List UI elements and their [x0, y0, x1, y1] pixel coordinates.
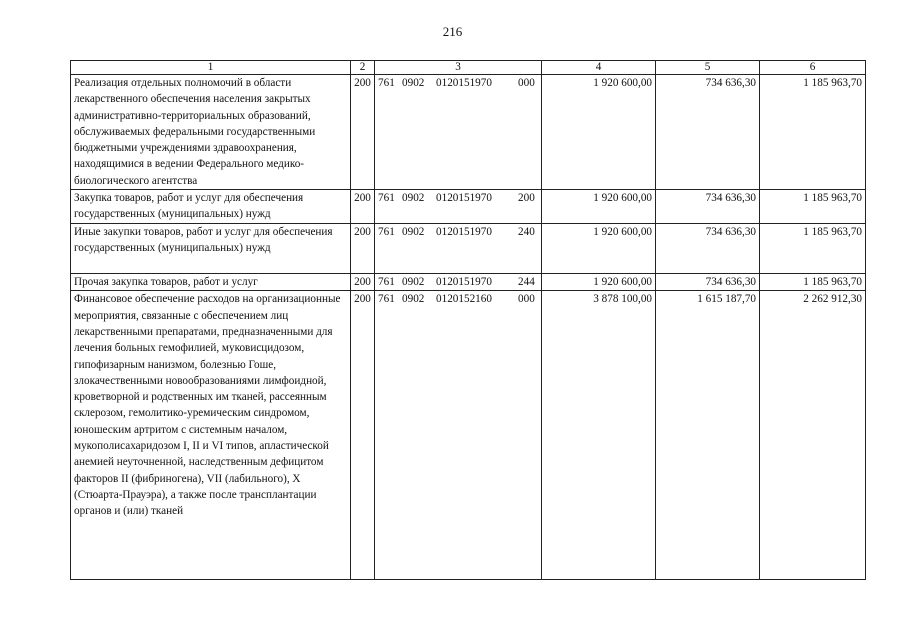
row-name: Финансовое обеспечение расходов на организационные мероприятия, связанные с обеспечением лиц лекарственными препаратами, предназначенными для лечения больных гемофилией, муковисцидозом, гипофизарным нанизмом, болезнью Гоше, злокачественными новообразованиями лимфоидной, кроветворной и родственных им тканей, рассеянным склерозом, гемолитико-уремическим синдромом, юношеским артритом с системным началом, мукополисахаридозом I, II и VI типов, апластической анемией неуточненной, наследственным дефицитом факторов II (фибриногена), VII (лабильного), X (Стюарта-Прауэра), а также после трансплантации органов и (или) тканей [71, 291, 351, 580]
table-row [71, 274, 866, 291]
code-expense-type: 244 [518, 276, 535, 289]
code-section: 0902 [402, 192, 425, 205]
row-col2: 200 [351, 291, 375, 580]
row-code [375, 274, 542, 291]
row-col4: 1 920 600,00 [542, 274, 656, 291]
row-col6: 1 185 963,70 [760, 190, 866, 224]
code-chapter: 761 [378, 276, 395, 289]
row-code [375, 190, 542, 224]
row-col5: 734 636,30 [656, 274, 760, 291]
code-chapter: 761 [378, 226, 395, 239]
row-name: Закупка товаров, работ и услуг для обеспечения государственных (муниципальных) нужд [71, 190, 351, 224]
row-col6: 2 262 912,30 [760, 291, 866, 580]
column-header: 5 [656, 61, 760, 75]
row-col6: 1 185 963,70 [760, 224, 866, 274]
row-col5: 734 636,30 [656, 190, 760, 224]
row-col2: 200 [351, 75, 375, 190]
column-header: 1 [71, 61, 351, 75]
table-row [71, 224, 866, 274]
row-col4: 1 920 600,00 [542, 190, 656, 224]
row-col6: 1 185 963,70 [760, 274, 866, 291]
code-chapter: 761 [378, 77, 395, 89]
column-header: 4 [542, 61, 656, 75]
code-expense-type: 200 [518, 192, 535, 205]
table-row [71, 291, 866, 580]
page-number: 216 [442, 24, 463, 39]
row-col5: 734 636,30 [656, 224, 760, 274]
column-header: 6 [760, 61, 866, 75]
budget-table [70, 60, 866, 580]
code-target: 0120151970 [436, 77, 492, 89]
code-chapter: 761 [378, 192, 395, 205]
code-section: 0902 [402, 77, 425, 89]
row-col2: 200 [351, 274, 375, 291]
row-col6: 1 185 963,70 [760, 75, 866, 190]
row-col4: 1 920 600,00 [542, 75, 656, 190]
row-col4: 3 878 100,00 [542, 291, 656, 580]
row-name: Иные закупки товаров, работ и услуг для обеспечения государственных (муниципальных) нужд [71, 224, 351, 274]
code-target: 0120151970 [436, 276, 492, 289]
code-target: 0120151970 [436, 192, 492, 205]
code-section: 0902 [402, 276, 425, 289]
code-expense-type: 000 [518, 293, 535, 306]
row-col4: 1 920 600,00 [542, 224, 656, 274]
row-code [375, 224, 542, 274]
table-header-row [71, 61, 866, 75]
code-section: 0902 [402, 226, 425, 239]
row-code [375, 291, 542, 580]
code-expense-type: 000 [518, 77, 535, 89]
table-row [71, 75, 866, 190]
row-name: Реализация отдельных полномочий в области лекарственного обеспечения населения закрытых административно-территориальных образований, обслуживаемых федеральными государственными бюджетными учреждениями здравоохранения, находящимися в ведении Федерального медико-биологического агентства [71, 75, 351, 190]
code-target: 0120152160 [436, 293, 492, 306]
row-name: Прочая закупка товаров, работ и услуг [71, 274, 351, 291]
row-col2: 200 [351, 190, 375, 224]
row-col5: 1 615 187,70 [656, 291, 760, 580]
code-target: 0120151970 [436, 226, 492, 239]
row-col2: 200 [351, 224, 375, 274]
row-col5: 734 636,30 [656, 75, 760, 190]
column-header: 3 [375, 61, 542, 75]
code-section: 0902 [402, 293, 425, 306]
code-chapter: 761 [378, 293, 395, 306]
table-row [71, 190, 866, 224]
row-code [375, 75, 542, 190]
column-header: 2 [351, 61, 375, 75]
code-expense-type: 240 [518, 226, 535, 239]
